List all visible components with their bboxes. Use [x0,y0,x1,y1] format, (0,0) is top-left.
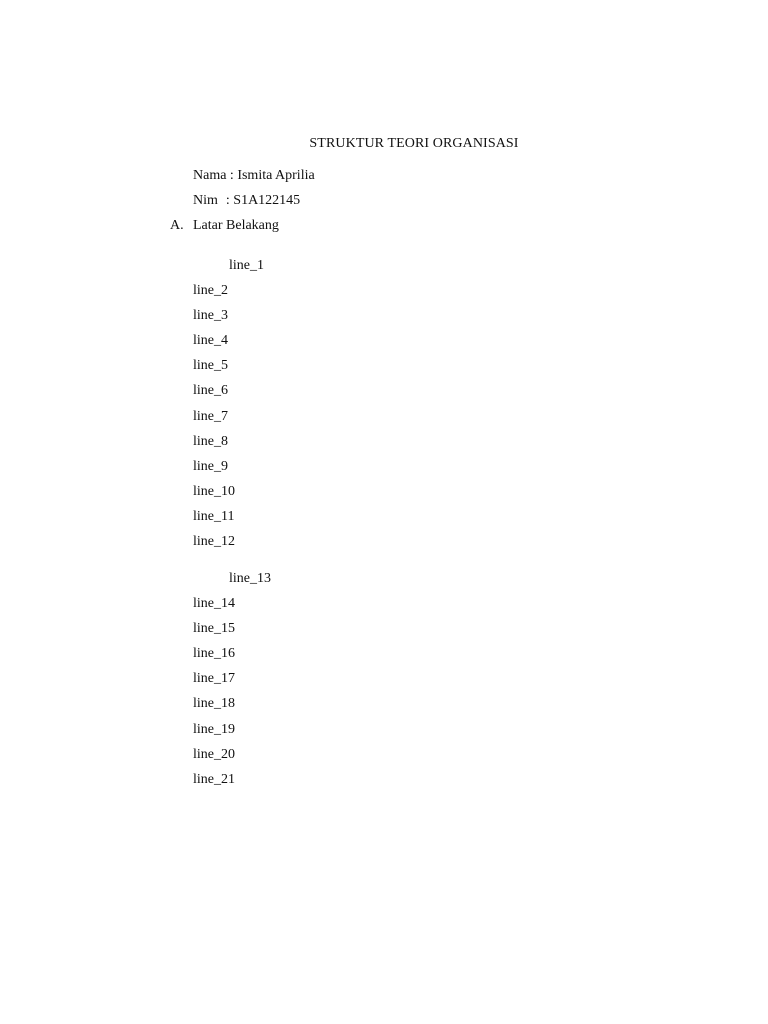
paragraph-line: line_19 [193,721,235,737]
paragraph-line: line_5 [193,358,228,374]
paragraph-organization-definition [193,253,658,554]
paragraph-organization-structure [193,566,658,792]
paragraph-line: line_20 [193,746,235,762]
section-heading [170,218,279,234]
section-title: Latar Belakang [193,218,279,233]
paragraph-line: line_2 [193,283,228,299]
paragraph-line: line_3 [193,308,228,324]
student-id-label: Nim [193,193,218,208]
paragraph-line: line_6 [193,383,228,399]
paragraph-line: line_15 [193,621,235,637]
paragraph-line: line_11 [193,508,235,524]
paragraph-line: line_7 [193,408,228,424]
paragraph-line: line_1 [229,258,264,273]
student-id-line [193,193,300,209]
paragraph-line: line_21 [193,771,235,787]
document-title: STRUKTUR TEORI ORGANISASI [309,136,519,151]
paragraph-line: line_8 [193,433,228,449]
paragraph-line: line_17 [193,671,235,687]
paragraph-line: line_12 [193,534,235,550]
section-letter: A. [170,218,184,233]
paragraph-line: line_9 [193,458,228,474]
paragraph-line: line_18 [193,696,235,712]
paragraph-line: line_14 [193,596,235,612]
student-id-value: : S1A122145 [225,193,301,208]
paragraph-line: line_16 [193,646,235,662]
author-name-line: Nama : Ismita Aprilia [193,168,315,183]
paragraph-line: line_10 [193,483,235,499]
paragraph-line: line_13 [229,571,271,586]
paragraph-line: line_4 [193,333,228,349]
